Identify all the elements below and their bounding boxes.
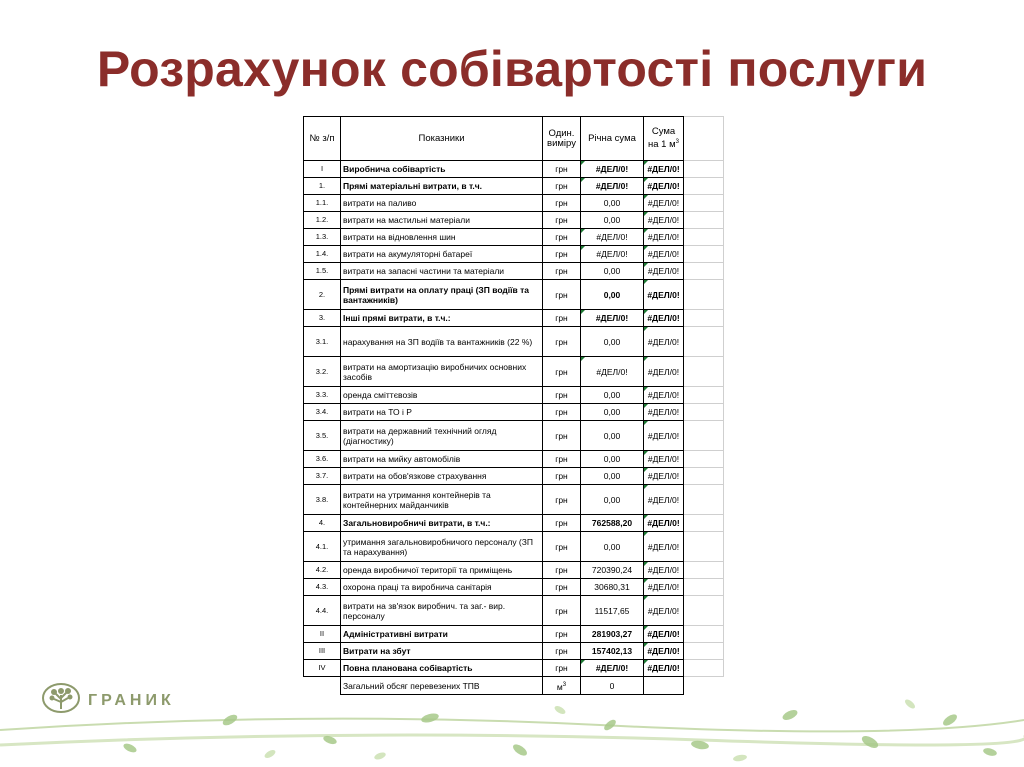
extra-column-cell — [684, 387, 724, 404]
row-annual-sum: 0,00 — [581, 468, 644, 485]
row-sum-per-m3: #ДЕЛ/0! — [644, 626, 684, 643]
row-number: 1.5. — [304, 263, 341, 280]
row-unit: грн — [543, 579, 581, 596]
row-annual-sum: 281903,27 — [581, 626, 644, 643]
table-row — [304, 280, 724, 310]
row-sum-per-m3: #ДЕЛ/0! — [644, 660, 684, 677]
table-row — [304, 357, 724, 387]
cost-table-container — [303, 116, 724, 695]
table-row — [304, 451, 724, 468]
table-row — [304, 532, 724, 562]
row-annual-sum: 720390,24 — [581, 562, 644, 579]
extra-column-cell — [684, 660, 724, 677]
table-row — [304, 421, 724, 451]
row-number: 3.7. — [304, 468, 341, 485]
row-sum-per-m3: #ДЕЛ/0! — [644, 246, 684, 263]
extra-column-cell — [684, 212, 724, 229]
header-num: № з/п — [304, 117, 341, 161]
row-sum-per-m3: #ДЕЛ/0! — [644, 562, 684, 579]
row-number: IV — [304, 660, 341, 677]
extra-column-cell — [684, 229, 724, 246]
row-annual-sum: 0,00 — [581, 485, 644, 515]
row-annual-sum: 0,00 — [581, 263, 644, 280]
row-sum-per-m3: #ДЕЛ/0! — [644, 212, 684, 229]
row-sum-per-m3: #ДЕЛ/0! — [644, 387, 684, 404]
row-sum-per-m3: #ДЕЛ/0! — [644, 327, 684, 357]
row-unit-sup: 3 — [562, 681, 567, 688]
row-sum-per-m3: #ДЕЛ/0! — [644, 643, 684, 660]
table-row — [304, 327, 724, 357]
table-row — [304, 212, 724, 229]
row-indicator: витрати на амортизацію виробничих основних засобів — [341, 357, 543, 387]
extra-column-cell — [684, 579, 724, 596]
table-row — [304, 310, 724, 327]
row-unit: грн — [543, 421, 581, 451]
row-sum-per-m3: #ДЕЛ/0! — [644, 357, 684, 387]
row-annual-sum: #ДЕЛ/0! — [581, 229, 644, 246]
table-row — [304, 626, 724, 643]
row-unit: грн — [543, 468, 581, 485]
header-name: Показники — [341, 117, 543, 161]
extra-column-cell — [684, 515, 724, 532]
row-indicator: витрати на акумуляторні батареї — [341, 246, 543, 263]
row-number: 1.3. — [304, 229, 341, 246]
table-row — [304, 579, 724, 596]
row-number: 4.1. — [304, 532, 341, 562]
extra-column-cell — [684, 451, 724, 468]
extra-column-cell — [684, 626, 724, 643]
table-header-row — [304, 117, 724, 161]
row-sum-per-m3: #ДЕЛ/0! — [644, 178, 684, 195]
row-sum-per-m3: #ДЕЛ/0! — [644, 229, 684, 246]
row-annual-sum: 0,00 — [581, 280, 644, 310]
row-indicator: охорона праці та виробнича санітарія — [341, 579, 543, 596]
slide-title: Розрахунок собівартості послуги — [96, 41, 928, 97]
row-number: I — [304, 161, 341, 178]
row-unit-text: м — [556, 681, 563, 692]
row-indicator: витрати на обов'язкове страхування — [341, 468, 543, 485]
row-annual-sum: 0,00 — [581, 327, 644, 357]
row-unit: грн — [543, 280, 581, 310]
row-annual-sum: #ДЕЛ/0! — [581, 310, 644, 327]
table-row — [304, 660, 724, 677]
row-sum-per-m3: #ДЕЛ/0! — [644, 161, 684, 178]
row-unit: грн — [543, 387, 581, 404]
row-sum-per-m3: #ДЕЛ/0! — [644, 451, 684, 468]
row-indicator: Витрати на збут — [341, 643, 543, 660]
leaf-decoration — [0, 690, 1024, 767]
extra-column-cell — [684, 117, 724, 161]
extra-column-cell — [684, 246, 724, 263]
table-row — [304, 404, 724, 421]
row-number: 2. — [304, 280, 341, 310]
row-unit: грн — [543, 310, 581, 327]
row-indicator: витрати на мийку автомобілів — [341, 451, 543, 468]
table-row — [304, 485, 724, 515]
row-number: 4.3. — [304, 579, 341, 596]
row-number: 1.4. — [304, 246, 341, 263]
row-unit: грн — [543, 195, 581, 212]
row-indicator: витрати на запасні частини та матеріали — [341, 263, 543, 280]
extra-column-cell — [684, 421, 724, 451]
row-unit: грн — [543, 515, 581, 532]
table-row — [304, 246, 724, 263]
row-sum-per-m3: #ДЕЛ/0! — [644, 195, 684, 212]
header-per-m3 — [644, 117, 684, 161]
extra-column-cell — [684, 327, 724, 357]
row-annual-sum: 0,00 — [581, 387, 644, 404]
row-annual-sum: 0,00 — [581, 404, 644, 421]
extra-column-cell — [684, 404, 724, 421]
row-annual-sum: 0,00 — [581, 195, 644, 212]
row-annual-sum: #ДЕЛ/0! — [581, 660, 644, 677]
row-number: 3.2. — [304, 357, 341, 387]
table-row — [304, 515, 724, 532]
row-indicator: витрати на ТО і Р — [341, 404, 543, 421]
row-indicator: витрати на утримання контейнерів та контейнерних майданчиків — [341, 485, 543, 515]
extra-column-cell — [684, 263, 724, 280]
row-unit: грн — [543, 626, 581, 643]
extra-column-cell — [684, 178, 724, 195]
row-number: 4.4. — [304, 596, 341, 626]
row-annual-sum: 0,00 — [581, 532, 644, 562]
row-number: II — [304, 626, 341, 643]
row-number: 3.8. — [304, 485, 341, 515]
extra-column-cell — [684, 532, 724, 562]
extra-column-cell — [684, 195, 724, 212]
row-annual-sum: 0 — [581, 677, 644, 695]
row-number: 4. — [304, 515, 341, 532]
row-number: 3.4. — [304, 404, 341, 421]
row-number: 1.1. — [304, 195, 341, 212]
table-row — [304, 263, 724, 280]
table-row — [304, 195, 724, 212]
logo-text: ГРАНИК — [88, 691, 175, 709]
row-number: 3.5. — [304, 421, 341, 451]
row-annual-sum: 0,00 — [581, 212, 644, 229]
row-unit: грн — [543, 562, 581, 579]
row-number: 3.6. — [304, 451, 341, 468]
row-sum-per-m3: #ДЕЛ/0! — [644, 532, 684, 562]
row-annual-sum: #ДЕЛ/0! — [581, 161, 644, 178]
header-annual: Річна сума — [581, 117, 644, 161]
row-sum-per-m3: #ДЕЛ/0! — [644, 596, 684, 626]
row-indicator: витрати на державний технічний огляд (діагностику) — [341, 421, 543, 451]
header-unit — [543, 117, 581, 161]
row-indicator: Виробнича собівартість — [341, 161, 543, 178]
row-number: 1.2. — [304, 212, 341, 229]
row-sum-per-m3: #ДЕЛ/0! — [644, 421, 684, 451]
row-annual-sum: #ДЕЛ/0! — [581, 246, 644, 263]
row-number: 3. — [304, 310, 341, 327]
row-annual-sum: #ДЕЛ/0! — [581, 357, 644, 387]
header-unit-line2: виміру — [547, 137, 576, 149]
row-unit: грн — [543, 263, 581, 280]
extra-column-cell — [684, 357, 724, 387]
row-number: 1. — [304, 178, 341, 195]
table-row — [304, 562, 724, 579]
row-annual-sum: 0,00 — [581, 421, 644, 451]
row-unit: грн — [543, 229, 581, 246]
row-number: III — [304, 643, 341, 660]
header-per-m3-sup: 3 — [675, 138, 679, 145]
extra-column-cell — [684, 562, 724, 579]
row-unit: грн — [543, 161, 581, 178]
extra-column-cell — [684, 280, 724, 310]
row-indicator: витрати на зв'язок виробнич. та заг.- вир. персоналу — [341, 596, 543, 626]
row-sum-per-m3: #ДЕЛ/0! — [644, 579, 684, 596]
row-sum-per-m3: #ДЕЛ/0! — [644, 263, 684, 280]
row-annual-sum: #ДЕЛ/0! — [581, 178, 644, 195]
table-row — [304, 468, 724, 485]
extra-column-cell — [684, 596, 724, 626]
row-unit: грн — [543, 212, 581, 229]
row-sum-per-m3: #ДЕЛ/0! — [644, 485, 684, 515]
row-sum-per-m3: #ДЕЛ/0! — [644, 310, 684, 327]
table-row — [304, 596, 724, 626]
row-indicator: витрати на паливо — [341, 195, 543, 212]
row-indicator: витрати на відновлення шин — [341, 229, 543, 246]
row-sum-per-m3: #ДЕЛ/0! — [644, 404, 684, 421]
row-unit: грн — [543, 404, 581, 421]
row-unit: грн — [543, 178, 581, 195]
row-number: 4.2. — [304, 562, 341, 579]
row-indicator: Адміністративні витрати — [341, 626, 543, 643]
row-sum-per-m3: #ДЕЛ/0! — [644, 515, 684, 532]
row-indicator: Повна планована собівартість — [341, 660, 543, 677]
row-number: 3.1. — [304, 327, 341, 357]
row-annual-sum: 157402,13 — [581, 643, 644, 660]
row-indicator: Загальний обсяг перевезених ТПВ — [341, 677, 543, 695]
row-unit: грн — [543, 451, 581, 468]
row-number: 3.3. — [304, 387, 341, 404]
row-annual-sum: 0,00 — [581, 451, 644, 468]
extra-column-cell — [684, 468, 724, 485]
row-unit: грн — [543, 357, 581, 387]
extra-column-cell — [684, 643, 724, 660]
row-unit: грн — [543, 660, 581, 677]
row-indicator: Інші прямі витрати, в т.ч.: — [341, 310, 543, 327]
row-indicator: Прямі матеріальні витрати, в т.ч. — [341, 178, 543, 195]
row-indicator: оренда сміттєвозів — [341, 387, 543, 404]
table-row — [304, 161, 724, 178]
extra-column-cell — [684, 485, 724, 515]
row-indicator: Загальновиробничі витрати, в т.ч.: — [341, 515, 543, 532]
row-unit: грн — [543, 327, 581, 357]
header-per-m3-line1: Сума — [651, 125, 676, 137]
table-row — [304, 387, 724, 404]
row-indicator: утримання загальновиробничого персоналу (ЗП та нарахування) — [341, 532, 543, 562]
row-unit: грн — [543, 596, 581, 626]
row-sum-per-m3: #ДЕЛ/0! — [644, 280, 684, 310]
row-annual-sum: 762588,20 — [581, 515, 644, 532]
table-row — [304, 229, 724, 246]
row-indicator: витрати на мастильні матеріали — [341, 212, 543, 229]
row-unit: грн — [543, 246, 581, 263]
cost-table-body — [304, 117, 724, 695]
row-unit: грн — [543, 532, 581, 562]
row-annual-sum: 11517,65 — [581, 596, 644, 626]
row-unit: грн — [543, 485, 581, 515]
extra-column-cell — [684, 310, 724, 327]
table-row — [304, 178, 724, 195]
row-annual-sum: 30680,31 — [581, 579, 644, 596]
header-unit-line1: Один. — [548, 127, 575, 139]
extra-column-cell — [684, 161, 724, 178]
row-sum-per-m3: #ДЕЛ/0! — [644, 468, 684, 485]
row-indicator: Прямі витрати на оплату праці (ЗП водіїв та вантажників) — [341, 280, 543, 310]
table-row — [304, 643, 724, 660]
cost-table — [303, 116, 724, 695]
row-unit: грн — [543, 643, 581, 660]
header-per-m3-line2: на 1 м — [648, 139, 676, 151]
row-indicator: нарахування на ЗП водіїв та вантажників (22 %) — [341, 327, 543, 357]
row-indicator: оренда виробничої території та приміщень — [341, 562, 543, 579]
